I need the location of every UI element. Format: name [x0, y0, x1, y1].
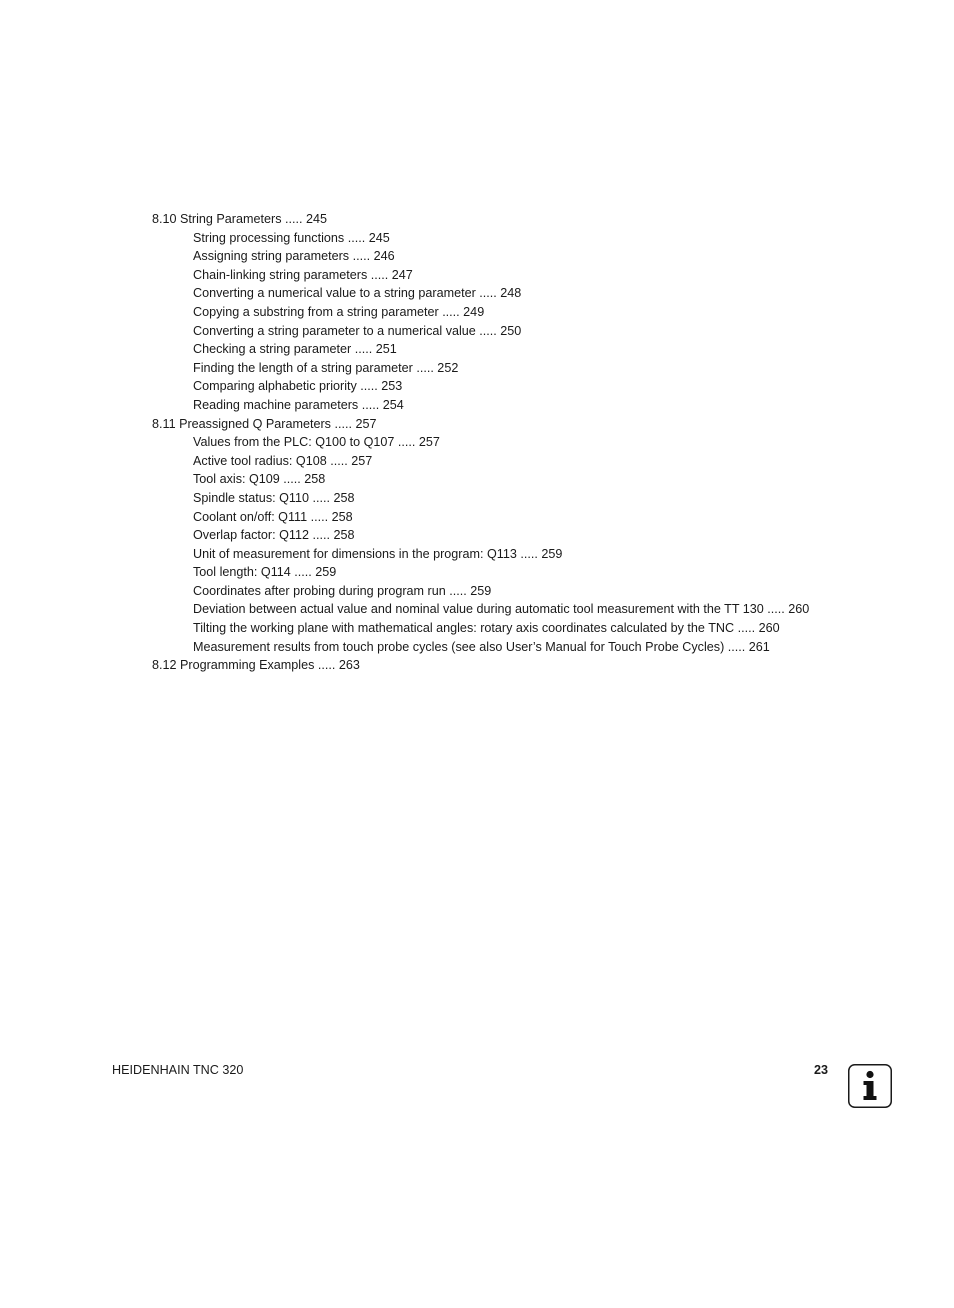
toc-entry: 8.10 String Parameters ..... 245: [152, 212, 328, 226]
toc-entry: Coolant on/off: Q111 ..... 258: [193, 509, 353, 524]
toc-entry: Checking a string parameter ..... 251: [193, 342, 397, 357]
page-number: 23: [814, 1063, 829, 1077]
toc-entry: 8.12 Programming Examples ..... 263: [152, 658, 360, 673]
toc-entry: Reading machine parameters ..... 254: [193, 397, 404, 412]
toc-entry: Active tool radius: Q108 ..... 257: [193, 453, 373, 468]
toc-entry: Comparing alphabetic priority ..... 253: [193, 379, 403, 394]
toc-entry: Spindle status: Q110 ..... 258: [193, 490, 355, 505]
footer-title: HEIDENHAIN TNC 320: [112, 1063, 244, 1077]
toc-entry: Overlap factor: Q112 ..... 258: [193, 528, 355, 543]
toc-entry: Chain-linking string parameters ..... 247: [193, 267, 413, 282]
toc-entry: String processing functions ..... 245: [193, 230, 390, 245]
toc-entry: Coordinates after probing during program run ..... 259: [193, 583, 492, 598]
toc-entry: Copying a substring from a string parameter ..... 249: [193, 304, 485, 319]
toc-entry: Tool length: Q114 ..... 259: [193, 565, 337, 580]
toc-entry: Converting a numerical value to a string parameter ..... 248: [193, 286, 522, 301]
toc-entry: Assigning string parameters ..... 246: [193, 249, 395, 264]
table-of-contents: [152, 210, 852, 675]
toc-entry: Unit of measurement for dimensions in the program: Q113 ..... 259: [193, 546, 563, 561]
info-icon: [848, 1064, 892, 1108]
toc-entry: Values from the PLC: Q100 to Q107 ..... 257: [193, 435, 440, 450]
toc-entry: Measurement results from touch probe cycles (see also User’s Manual for Touch Probe Cycles) ..... 261: [193, 639, 770, 654]
toc-entry: Deviation between actual value and nominal value during automatic tool measurement with the TT 130 ..... 260: [193, 602, 810, 617]
toc-entry: Tilting the working plane with mathematical angles: rotary axis coordinates calculated by the TNC ..... 260: [193, 621, 780, 636]
toc-entry: 8.11 Preassigned Q Parameters ..... 257: [152, 416, 377, 431]
toc-entry: Finding the length of a string parameter ..... 252: [193, 360, 459, 375]
toc-entry: Converting a string parameter to a numerical value ..... 250: [193, 323, 522, 338]
toc-entry: Tool axis: Q109 ..... 258: [193, 472, 326, 487]
